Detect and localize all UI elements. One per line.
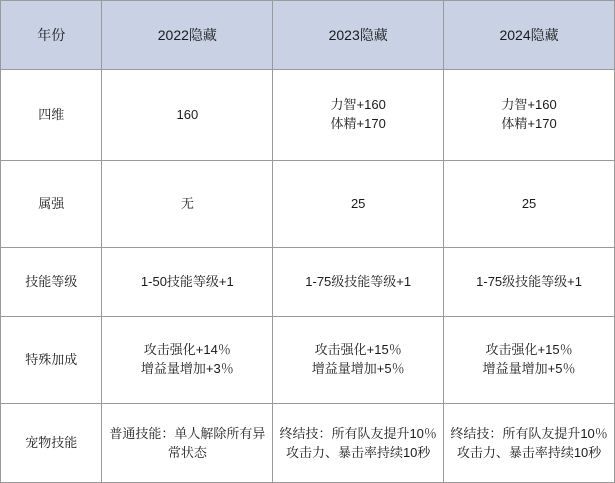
cell-text: 1-50技能等级+1 (140, 273, 234, 289)
cell-pet-skill-2022 (102, 404, 273, 483)
cell-text: 终结技：所有队友提升10％攻击力、暴击率持续10秒 (450, 425, 608, 460)
cell-text: 1-75级技能等级+1 (476, 273, 582, 289)
row-label-four-stats: 四维 (1, 70, 102, 161)
cell-text: 普通技能：单人解除所有异常状态 (109, 425, 266, 460)
cell-text: 攻击强化+14％ (143, 342, 231, 358)
cell-text: 25 (350, 195, 366, 211)
cell-text: 无 (180, 195, 194, 211)
cell-text: 力智+160 (501, 97, 557, 113)
table-header-row (1, 1, 615, 70)
cell-element-resist-2022 (102, 161, 273, 248)
cell-special-bonus-2023 (273, 317, 444, 404)
table-row (1, 161, 615, 248)
table-body (1, 70, 615, 483)
table-row (1, 248, 615, 317)
cell-text: 增益量增加+5％ (482, 361, 576, 376)
cell-four-stats-2023 (273, 70, 444, 161)
cell-element-resist-2023 (273, 161, 444, 248)
cell-text: 力智+160 (330, 97, 386, 113)
cell-text: 攻击强化+15％ (314, 342, 402, 358)
cell-special-bonus-2022 (102, 317, 273, 404)
cell-text: 25 (521, 195, 537, 211)
table-row (1, 404, 615, 483)
cell-skill-level-2024 (444, 248, 615, 317)
table-row (1, 317, 615, 404)
header-cell-2022: 2022隐藏 (102, 1, 273, 70)
cell-pet-skill-2024 (444, 404, 615, 483)
cell-text: 攻击强化+15％ (485, 342, 573, 358)
cell-text: 160 (176, 106, 199, 122)
row-label-pet-skill: 宠物技能 (1, 404, 102, 483)
table-header (1, 1, 615, 70)
cell-skill-level-2023 (273, 248, 444, 317)
cell-special-bonus-2024 (444, 317, 615, 404)
cell-element-resist-2024 (444, 161, 615, 248)
cell-text: 体精+170 (330, 116, 386, 131)
cell-pet-skill-2023 (273, 404, 444, 483)
table-row (1, 70, 615, 161)
cell-text: 终结技：所有队友提升10％攻击力、暴击率持续10秒 (279, 425, 437, 460)
header-cell-year-label: 年份 (1, 1, 102, 70)
cell-text: 体精+170 (501, 116, 557, 131)
row-label-skill-level: 技能等级 (1, 248, 102, 317)
cell-four-stats-2024 (444, 70, 615, 161)
cell-text: 增益量增加+3％ (140, 361, 234, 376)
cell-skill-level-2022 (102, 248, 273, 317)
cell-text: 1-75级技能等级+1 (305, 273, 412, 289)
header-cell-2023: 2023隐藏 (273, 1, 444, 70)
header-cell-2024: 2024隐藏 (444, 1, 615, 70)
cell-text: 增益量增加+5％ (311, 361, 405, 376)
cell-four-stats-2022 (102, 70, 273, 161)
row-label-special-bonus: 特殊加成 (1, 317, 102, 404)
row-label-element-resist: 属强 (1, 161, 102, 248)
